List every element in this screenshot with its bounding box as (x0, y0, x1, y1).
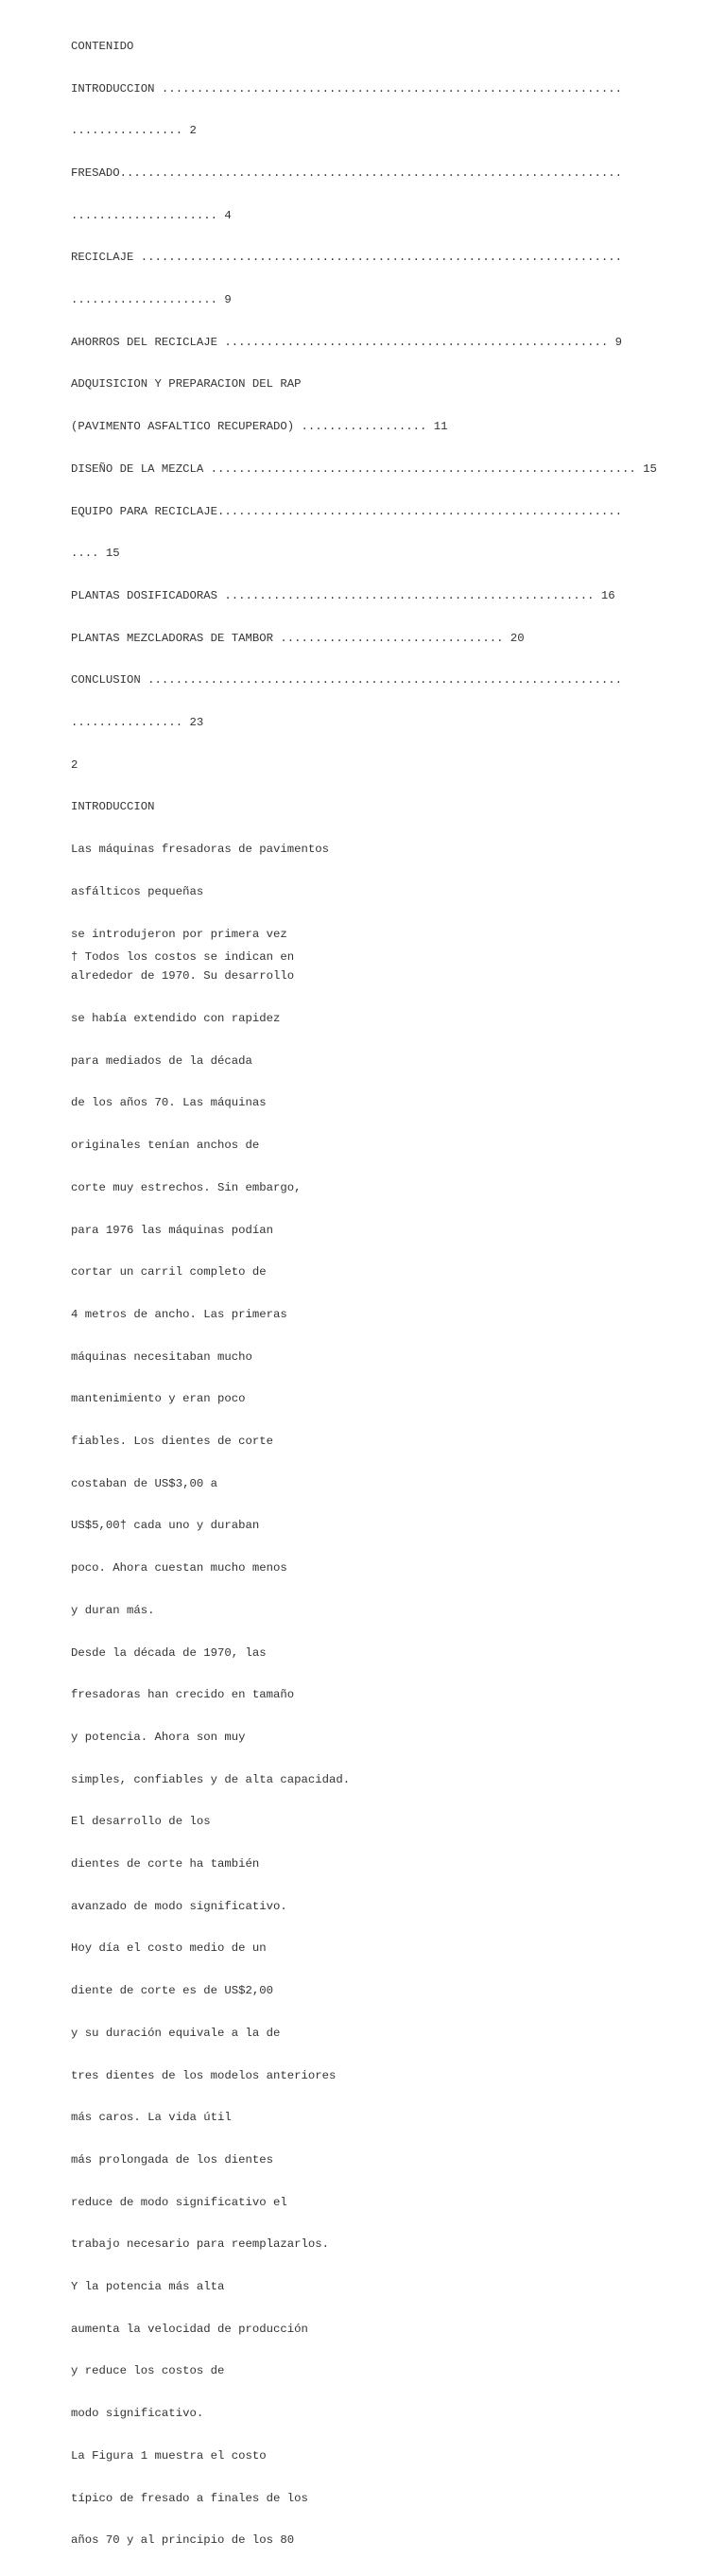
paragraph-line: corte muy estrechos. Sin embargo, (71, 1180, 302, 1194)
paragraph-line: originales tenían anchos de (71, 1139, 260, 1153)
paragraph-line: costaban de US$3,00 a (71, 1476, 217, 1490)
paragraph-line: El desarrollo de los (71, 1815, 211, 1829)
toc-line: RECICLAJE ..................................................................... (71, 251, 622, 265)
paragraph-line: modo significativo. (71, 2407, 204, 2421)
toc-line: PLANTAS DOSIFICADORAS ..................................................... 16 (71, 588, 615, 602)
paragraph-line: típico de fresado a finales de los (71, 2491, 308, 2505)
paragraph-line: asfálticos pequeñas (71, 884, 204, 898)
paragraph-line: y potencia. Ahora son muy (71, 1730, 246, 1744)
toc-line: ..................... 4 (71, 208, 232, 222)
paragraph-line: y su duración equivale a la de (71, 2026, 281, 2040)
section-heading: INTRODUCCION (71, 800, 155, 814)
toc-line: FRESADO........................................................................ (71, 165, 622, 180)
toc-line: DISEÑO DE LA MEZCLA ............................................................. 15 (71, 461, 657, 476)
toc-line: CONCLUSION .................................................................... (71, 673, 622, 688)
toc-line: ..................... 9 (71, 293, 232, 307)
paragraph-line: trabajo necesario para reemplazarlos. (71, 2237, 330, 2252)
paragraph-line: Hoy día el costo medio de un (71, 1941, 267, 1956)
paragraph-line: Y la potencia más alta (71, 2280, 225, 2294)
paragraph-line: poco. Ahora cuestan mucho menos (71, 1561, 287, 1575)
paragraph-line: aumenta la velocidad de producción (71, 2322, 308, 2336)
paragraph-line: simples, confiables y de alta capacidad. (71, 1772, 351, 1786)
toc-line: EQUIPO PARA RECICLAJE.......................................................... (71, 504, 622, 518)
paragraph-line: dientes de corte ha también (71, 1857, 260, 1871)
toc-line: (PAVIMENTO ASFALTICO RECUPERADO) .................. 11 (71, 420, 448, 434)
paragraph-line: cortar un carril completo de (71, 1265, 267, 1279)
paragraph-line: y duran más. (71, 1603, 155, 1617)
paragraph-line: alrededor de 1970. Su desarrollo (71, 969, 295, 983)
footnote: † Todos los costos se indican en (71, 950, 295, 964)
paragraph-line: años 70 y al principio de los 80 (71, 2533, 295, 2548)
toc-line: AHORROS DEL RECICLAJE ....................................................... 9 (71, 335, 622, 349)
paragraph-line: para 1976 las máquinas podían (71, 1223, 274, 1237)
toc-line: ................ 2 (71, 124, 197, 138)
paragraph-line: de los años 70. Las máquinas (71, 1096, 267, 1110)
paragraph-line: mantenimiento y eran poco (71, 1392, 246, 1406)
paragraph-line: avanzado de modo significativo. (71, 1899, 287, 1913)
document-text (71, 11, 714, 2576)
paragraph-line: fiables. Los dientes de corte (71, 1435, 274, 1449)
paragraph-line: más prolongada de los dientes (71, 2152, 274, 2167)
toc-line: PLANTAS MEZCLADORAS DE TAMBOR ................................ 20 (71, 631, 525, 645)
paragraph-line: reduce de modo significativo el (71, 2195, 287, 2209)
paragraph-line: tres dientes de los modelos anteriores (71, 2068, 337, 2082)
paragraph-line: 4 metros de ancho. Las primeras (71, 1307, 287, 1321)
paragraph-line: más caros. La vida útil (71, 2111, 232, 2125)
page-number: 2 (71, 757, 78, 772)
paragraph-line: fresadoras han crecido en tamaño (71, 1688, 295, 1702)
paragraph-line: para mediados de la década (71, 1053, 252, 1068)
toc-line: ................ 23 (71, 716, 204, 730)
toc-heading: CONTENIDO (71, 39, 134, 53)
toc-line: ADQUISICION Y PREPARACION DEL RAP (71, 377, 302, 392)
paragraph-line: máquinas necesitaban mucho (71, 1349, 252, 1364)
paragraph-line: se había extendido con rapidez (71, 1011, 281, 1025)
paragraph-line: se introdujeron por primera vez (71, 927, 287, 941)
paragraph-line: Las máquinas fresadoras de pavimentos (71, 843, 330, 857)
paragraph-line: diente de corte es de US$2,00 (71, 1984, 274, 1998)
toc-line: INTRODUCCION .................................................................. (71, 81, 622, 96)
paragraph-line: y reduce los costos de (71, 2364, 225, 2378)
paragraph-line: US$5,00† cada uno y duraban (71, 1519, 260, 1533)
toc-line: .... 15 (71, 547, 120, 561)
paragraph-line: Desde la década de 1970, las (71, 1645, 267, 1660)
paragraph-line: La Figura 1 muestra el costo (71, 2448, 267, 2463)
